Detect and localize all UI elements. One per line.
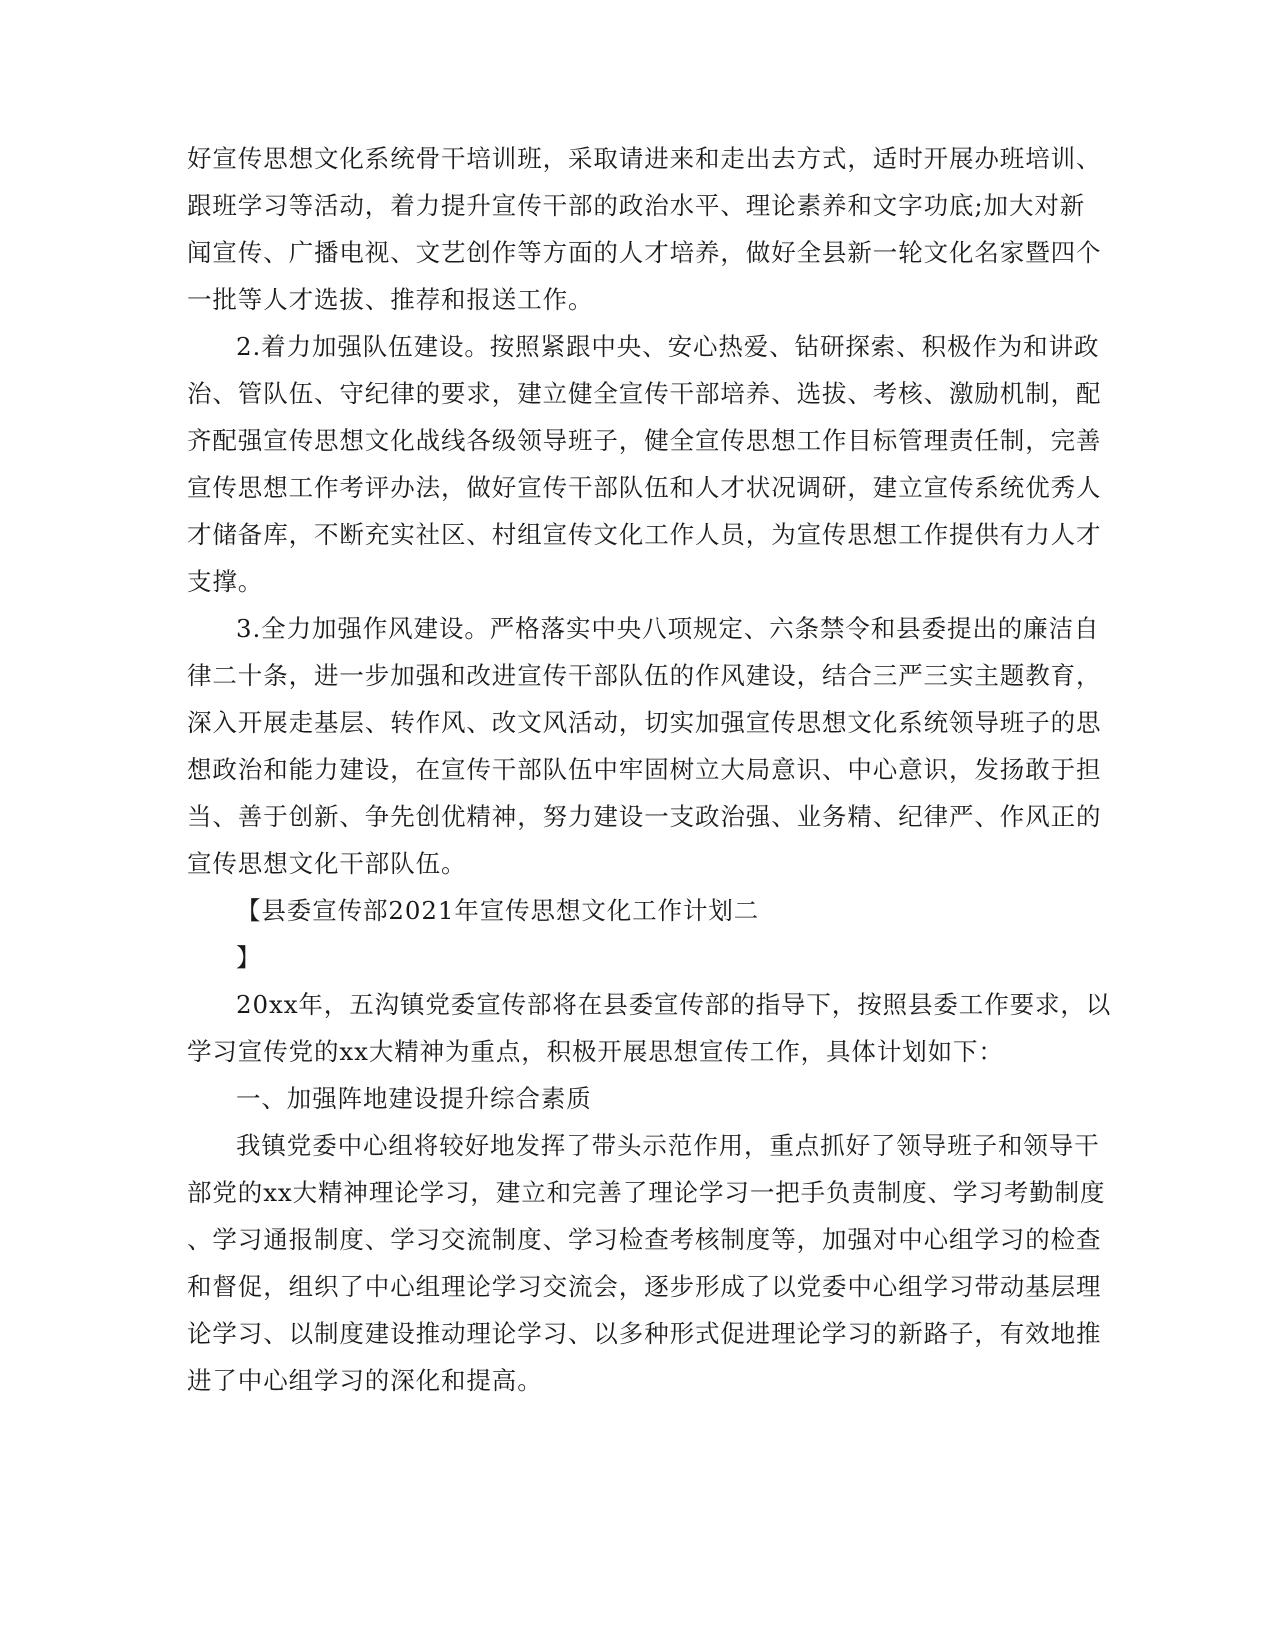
- paragraph-3-line-1: 3.全力加强作风建设。严格落实中央八项规定、六条禁令和县委提出的廉洁自: [236, 614, 1100, 643]
- paragraph-1-line-1: 好宣传思想文化系统骨干培训班，采取请进来和走出去方式，适时开展办班培训、: [187, 144, 1102, 173]
- paragraph-2-line-3: 齐配强宣传思想文化战线各级领导班子，健全宣传思想工作目标管理责任制，完善: [187, 426, 1102, 455]
- section-title-closing-bracket: 】: [236, 943, 262, 972]
- paragraph-1-line-2: 跟班学习等活动，着力提升宣传干部的政治水平、理论素养和文字功底;加大对新: [187, 191, 1086, 220]
- paragraph-5-line-4: 和督促，组织了中心组理论学习交流会，逐步形成了以党委中心组学习带动基层理: [187, 1272, 1102, 1301]
- paragraph-5-line-6: 进了中心组学习的深化和提高。: [187, 1366, 543, 1395]
- paragraph-2-line-6: 支撑。: [187, 567, 264, 596]
- paragraph-5-line-2: 部党的xx大精神理论学习，建立和完善了理论学习一把手负责制度、学习考勤制度: [187, 1178, 1106, 1207]
- paragraph-1-line-4: 一批等人才选拔、推荐和报送工作。: [187, 285, 594, 314]
- paragraph-3-line-5: 当、善于创新、争先创优精神，努力建设一支政治强、业务精、纪律严、作风正的: [187, 802, 1102, 831]
- paragraph-2-line-1: 2.着力加强队伍建设。按照紧跟中央、安心热爱、钻研探索、积极作为和讲政: [236, 332, 1100, 361]
- paragraph-4-line-2: 学习宣传党的xx大精神为重点，积极开展思想宣传工作，具体计划如下：: [187, 1037, 1004, 1066]
- paragraph-2-line-4: 宣传思想工作考评办法，做好宣传干部队伍和人才状况调研，建立宣传系统优秀人: [187, 473, 1102, 502]
- paragraph-3-line-3: 深入开展走基层、转作风、改文风活动，切实加强宣传思想文化系统领导班子的思: [187, 708, 1102, 737]
- paragraph-5-line-1: 我镇党委中心组将较好地发挥了带头示范作用，重点抓好了领导班子和领导干: [236, 1131, 1100, 1160]
- paragraph-3-line-4: 想政治和能力建设，在宣传干部队伍中牢固树立大局意识、中心意识，发扬敢于担: [187, 755, 1102, 784]
- paragraph-4-line-1: 20xx年，五沟镇党委宣传部将在县委宣传部的指导下，按照县委工作要求，以: [236, 990, 1112, 1019]
- paragraph-3-line-2: 律二十条，进一步加强和改进宣传干部队伍的作风建设，结合三严三实主题教育，: [187, 661, 1102, 690]
- paragraph-1-line-3: 闻宣传、广播电视、文艺创作等方面的人才培养，做好全县新一轮文化名家暨四个: [187, 238, 1102, 267]
- paragraph-2-line-5: 才储备库，不断充实社区、村组宣传文化工作人员，为宣传思想工作提供有力人才: [187, 520, 1102, 549]
- paragraph-2-line-2: 治、管队伍、守纪律的要求，建立健全宣传干部培养、选拔、考核、激励机制，配: [187, 379, 1102, 408]
- paragraph-5-line-3: 、学习通报制度、学习交流制度、学习检查考核制度等，加强对中心组学习的检查: [187, 1225, 1102, 1254]
- section-title: 【县委宣传部2021年宣传思想文化工作计划二: [236, 896, 760, 925]
- section-heading-1: 一、加强阵地建设提升综合素质: [236, 1084, 592, 1113]
- paragraph-5-line-5: 论学习、以制度建设推动理论学习、以多种形式促进理论学习的新路子，有效地推: [187, 1319, 1102, 1348]
- paragraph-3-line-6: 宣传思想文化干部队伍。: [187, 849, 467, 878]
